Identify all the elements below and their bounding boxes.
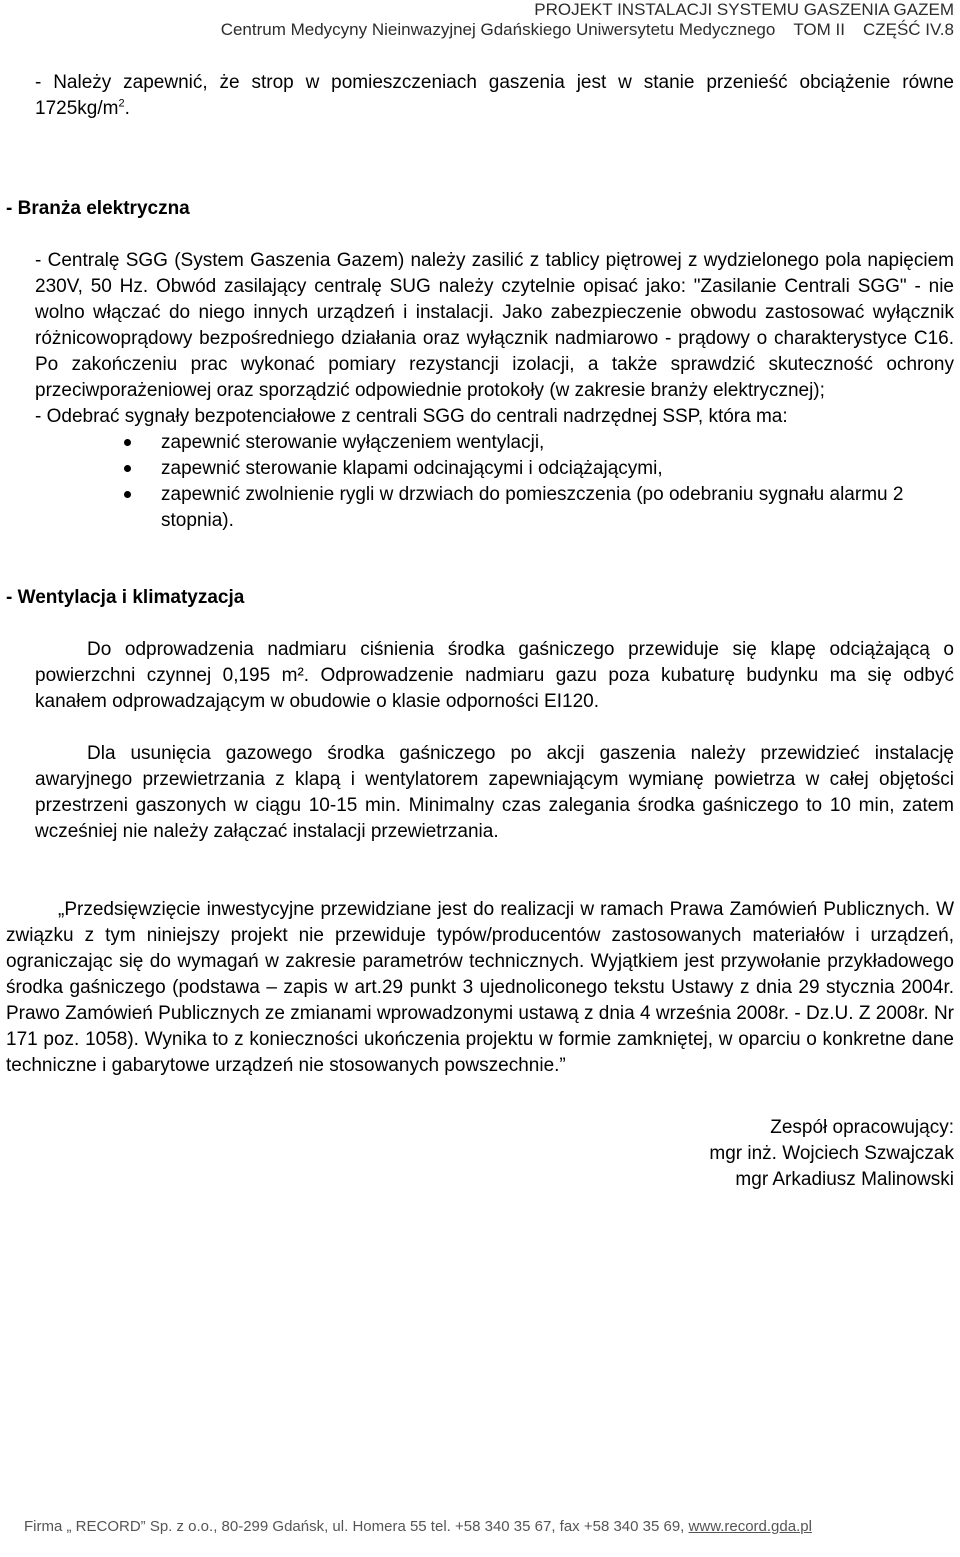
document-body [6,70,954,1193]
procurement-paragraph: „Przedsięwzięcie inwestycyjne przewidziane jest do realizacji w ramach Prawa Zamówień Publicznych. W związku z tym niniejszy projekt nie przewiduje typów/producentów zastosowanych materiałów i urządzeń, ograniczając się do wymagań w zakresie parametrów technicznych. Wyjątkiem jest przywołanie przykładowego środka gaśniczego (podstawa – zapis w art.29 punkt 3 ujednoliconego tekstu Ustawy z dnia 29 stycznia 2004r. Prawo Zamówień Publicznych ze zmianami wprowadzonymi ustawą z dnia 4 września 2008r. - Dz.U. Z 2008r. Nr 171 poz. 1058). Wynika to z konieczności ukończenia projektu w formie zamkniętej, w oparciu o konkretne dane techniczne i gabarytowe urządzeń nie stosowanych powszechnie.” [6,899,954,1076]
signature-block [35,1115,954,1193]
bullet-item: zapewnić sterowanie klapami odcinającymi i odciążającymi, [161,456,954,482]
electrical-signals-paragraph: - Odebrać sygnały bezpotenciałowe z centrali SGG do centrali nadrzędnej SSP, która ma: [35,406,788,427]
intro-text: - Należy zapewnić, że strop w pomieszczeniach gaszenia jest w stanie przenieść obciążenie równe 1725kg/m [35,72,954,119]
intro-paragraph [35,70,954,122]
signature-label: Zespół opracowujący: [770,1117,954,1138]
electrical-heading: - Branża elektryczna [6,198,190,219]
header-part: CZĘŚĆ IV.8 [862,20,954,39]
signature-name-2: mgr Arkadiusz Malinowski [735,1169,954,1190]
page-footer [24,1517,920,1537]
bullet-item: zapewnić zwolnienie rygli w drzwiach do pomieszczenia (po odebraniu sygnału alarmu 2 stopnia). [161,482,954,534]
footer-website-link[interactable]: www.record.gda.pl [688,1518,812,1535]
intro-end: . [124,98,130,119]
page-header [221,0,954,40]
header-volume: TOM II [793,20,845,39]
bullet-item: zapewnić sterowanie wyłączeniem wentylacji, [161,430,954,456]
electrical-bullet-list [35,430,954,534]
header-subtitle [221,20,954,40]
intro-superscript: 2 [118,97,125,110]
ventilation-paragraph-1: Do odprowadzenia nadmiaru ciśnienia środka gaśniczego przewiduje się klapę odciążającą o powierzchni czynnej 0,195 m². Odprowadzenie nadmiaru gazu poza kubaturę budynku ma się odbyć kanałem odprowadzającym w obudowie o klasie odporności EI120. [35,639,954,712]
signature-name-1: mgr inż. Wojciech Szwajczak [709,1143,954,1164]
ventilation-paragraph-2: Dla usunięcia gazowego środka gaśniczego po akcji gaszenia należy przewidzieć instalację awaryjnego przewietrzania z klapą i wentylatorem zapewniającym wymianę powietrza w całej objętości przestrzeni gaszonych w ciągu 10-15 min. Minimalny czas zalegania środka gaśniczego to 10 min, zatem wcześniej nie należy załączać instalacji przewietrzania. [35,743,954,842]
footer-company-info: Firma „ RECORD” Sp. z o.o., 80-299 Gdańsk, ul. Homera 55 tel. +58 340 35 67, fax +58 340 35 69, [24,1518,685,1535]
electrical-paragraph: - Centralę SGG (System Gaszenia Gazem) należy zasilić z tablicy piętrowej z wydzielonego pola napięciem 230V, 50 Hz. Obwód zasilający centralę SUG należy czytelnie opisać jako: "Zasilanie Centrali SGG" - nie wolno włączać do niego innych urządzeń i instalacji. Jako zabezpieczenie obwodu zastosować wyłącznik różnicowoprądowy bezpośredniego działania oraz wyłącznik nadmiarowo - prądowy o charakterystyce C16. Po zakończeniu prac wykonać pomiary rezystancji izolacji, a także sprawdzić skuteczność ochrony przeciwporażeniowej oraz sporządzić odpowiednie protokoły (w zakresie branży elektrycznej); [35,250,954,401]
header-organization: Centrum Medycyny Nieinwazyjnej Gdańskiego Uniwersytetu Medycznego [220,20,776,39]
header-project-title: PROJEKT INSTALACJI SYSTEMU GASZENIA GAZEM [534,0,954,19]
ventilation-heading: - Wentylacja i klimatyzacja [6,587,245,608]
